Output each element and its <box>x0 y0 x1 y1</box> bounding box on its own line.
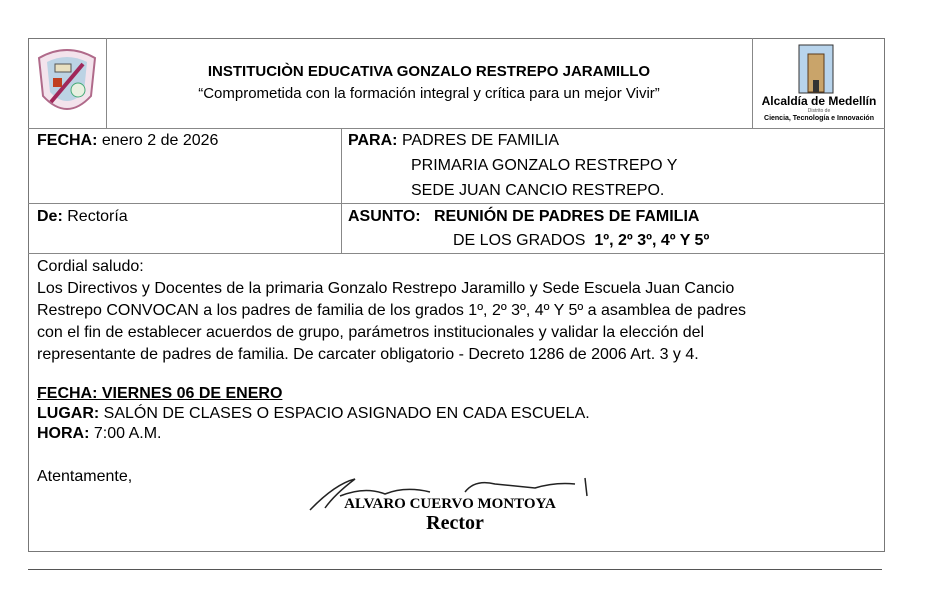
body-line: Los Directivos y Docentes de la primaria Gonzalo Restrepo Jaramillo y Sede Escuela Juan Cancio <box>37 280 735 297</box>
para-field: PARA: PADRES DE FAMILIA <box>348 132 560 149</box>
asunto-line2: DE LOS GRADOS 1º, 2º 3º, 4º Y 5º <box>453 232 710 249</box>
event-place: LUGAR: SALÓN DE CLASES O ESPACIO ASIGNADO EN CADA ESCUELA. <box>37 405 590 422</box>
school-crest-logo <box>33 44 101 118</box>
divider <box>752 38 753 128</box>
asunto-field: ASUNTO: REUNIÓN DE PADRES DE FAMILIA <box>348 208 700 225</box>
footer-rule <box>28 569 882 570</box>
para-line: SEDE JUAN CANCIO RESTREPO. <box>411 182 665 199</box>
alcaldia-subtitle: Distrito de <box>807 108 831 114</box>
closing: Atentamente, <box>37 468 133 485</box>
institution-motto: “Comprometida con la formación integral y crítica para un mejor Vivir” <box>198 85 660 102</box>
alcaldia-tagline: Ciencia, Tecnología e Innovación <box>764 115 874 122</box>
de-field: De: Rectoría <box>37 208 128 225</box>
divider <box>28 253 885 254</box>
signer-role: Rector <box>426 512 484 534</box>
divider <box>106 38 107 128</box>
divider <box>341 128 342 253</box>
event-time: HORA: 7:00 A.M. <box>37 425 162 442</box>
body-line: Restrepo CONVOCAN a los padres de familia de los grados 1º, 2º 3º, 4º Y 5º a asamblea de padres <box>37 302 746 319</box>
body-line: representante de padres de familia. De carcater obligatorio - Decreto 1286 de 2006 Art. 3 y 4. <box>37 346 699 363</box>
body-line: con el fin de establecer acuerdos de grupo, parámetros institucionales y validar la elección del <box>37 324 705 341</box>
institution-title: INSTITUCIÒN EDUCATIVA GONZALO RESTREPO JARAMILLO <box>207 63 651 80</box>
alcaldia-logo <box>756 42 882 126</box>
signer-name: ALVARO CUERVO MONTOYA <box>344 496 556 512</box>
greeting: Cordial saludo: <box>37 258 144 275</box>
memo-body <box>37 256 746 488</box>
event-date: FECHA: VIERNES 06 DE ENERO <box>37 385 283 402</box>
tower-emblem-icon <box>798 44 834 94</box>
fecha-field: FECHA: enero 2 de 2026 <box>37 132 219 149</box>
alcaldia-name: Alcaldía de Medellín <box>761 94 877 108</box>
divider <box>28 203 885 204</box>
para-line: PRIMARIA GONZALO RESTREPO Y <box>411 157 678 174</box>
